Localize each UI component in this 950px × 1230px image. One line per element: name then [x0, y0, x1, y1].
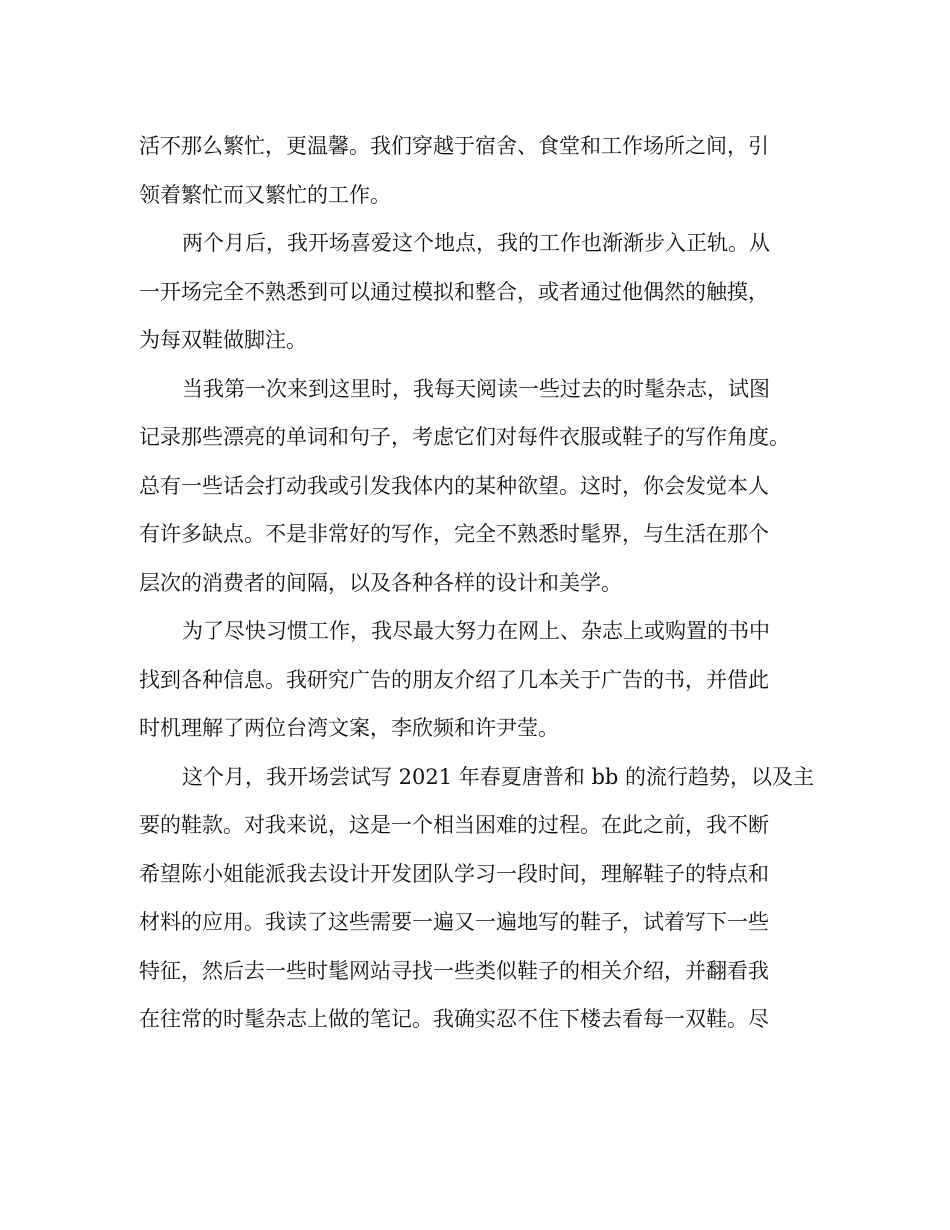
text-line: 领着繁忙而又繁忙的工作。 [139, 182, 391, 207]
text-line: 记录那些漂亮的单词和句子，考虑它们对每件衣服或鞋子的写作角度。 [139, 425, 790, 449]
paragraph-start-line: 为了尽快习惯工作，我尽最大努力在网上、杂志上或购置的书中 [182, 619, 770, 643]
paragraph-start-line: 这个月，我开场尝试写 2021 年春夏唐普和 bb 的流行趋势，以及主 [182, 764, 815, 789]
text-line: 层次的消费者的间隔，以及各种各样的设计和美学。 [139, 570, 622, 595]
text-line: 总有一些话会打动我或引发我体内的某种欲望。这时，你会发觉本人 [139, 473, 769, 498]
text-line: 一开场完全不熟悉到可以通过模拟和整合，或者通过他偶然的触摸， [139, 279, 769, 304]
text-line: 时机理解了两位台湾文案，李欣频和许尹莹。 [139, 716, 559, 740]
text-line: 活不那么繁忙，更温馨。我们穿越于宿舍、食堂和工作场所之间，引 [139, 134, 769, 158]
text-line: 特征，然后去一些时髦网站寻找一些类似鞋子的相关介绍，并翻看我 [139, 958, 769, 983]
text-line: 材料的应用。我读了这些需要一遍又一遍地写的鞋子，试着写下一些 [139, 910, 769, 934]
text-line: 找到各种信息。我研究广告的朋友介绍了几本关于广告的书，并借此 [139, 667, 769, 692]
text-line: 为每双鞋做脚注。 [139, 328, 307, 352]
body-text [139, 122, 819, 1044]
text-line: 在往常的时髦杂志上做的笔记。我确实忍不住下楼去看每一双鞋。尽 [139, 1007, 769, 1031]
text-line: 希望陈小姐能派我去设计开发团队学习一段时间，理解鞋子的特点和 [139, 861, 769, 886]
paragraph-start-line: 两个月后，我开场喜爱这个地点，我的工作也渐渐步入正轨。从 [182, 231, 770, 255]
text-line: 有许多缺点。不是非常好的写作，完全不熟悉时髦界，与生活在那个 [139, 522, 769, 546]
paragraph-start-line: 当我第一次来到这里时，我每天阅读一些过去的时髦杂志，试图 [182, 376, 770, 401]
text-line: 要的鞋款。对我来说，这是一个相当困难的过程。在此之前，我不断 [139, 813, 769, 837]
